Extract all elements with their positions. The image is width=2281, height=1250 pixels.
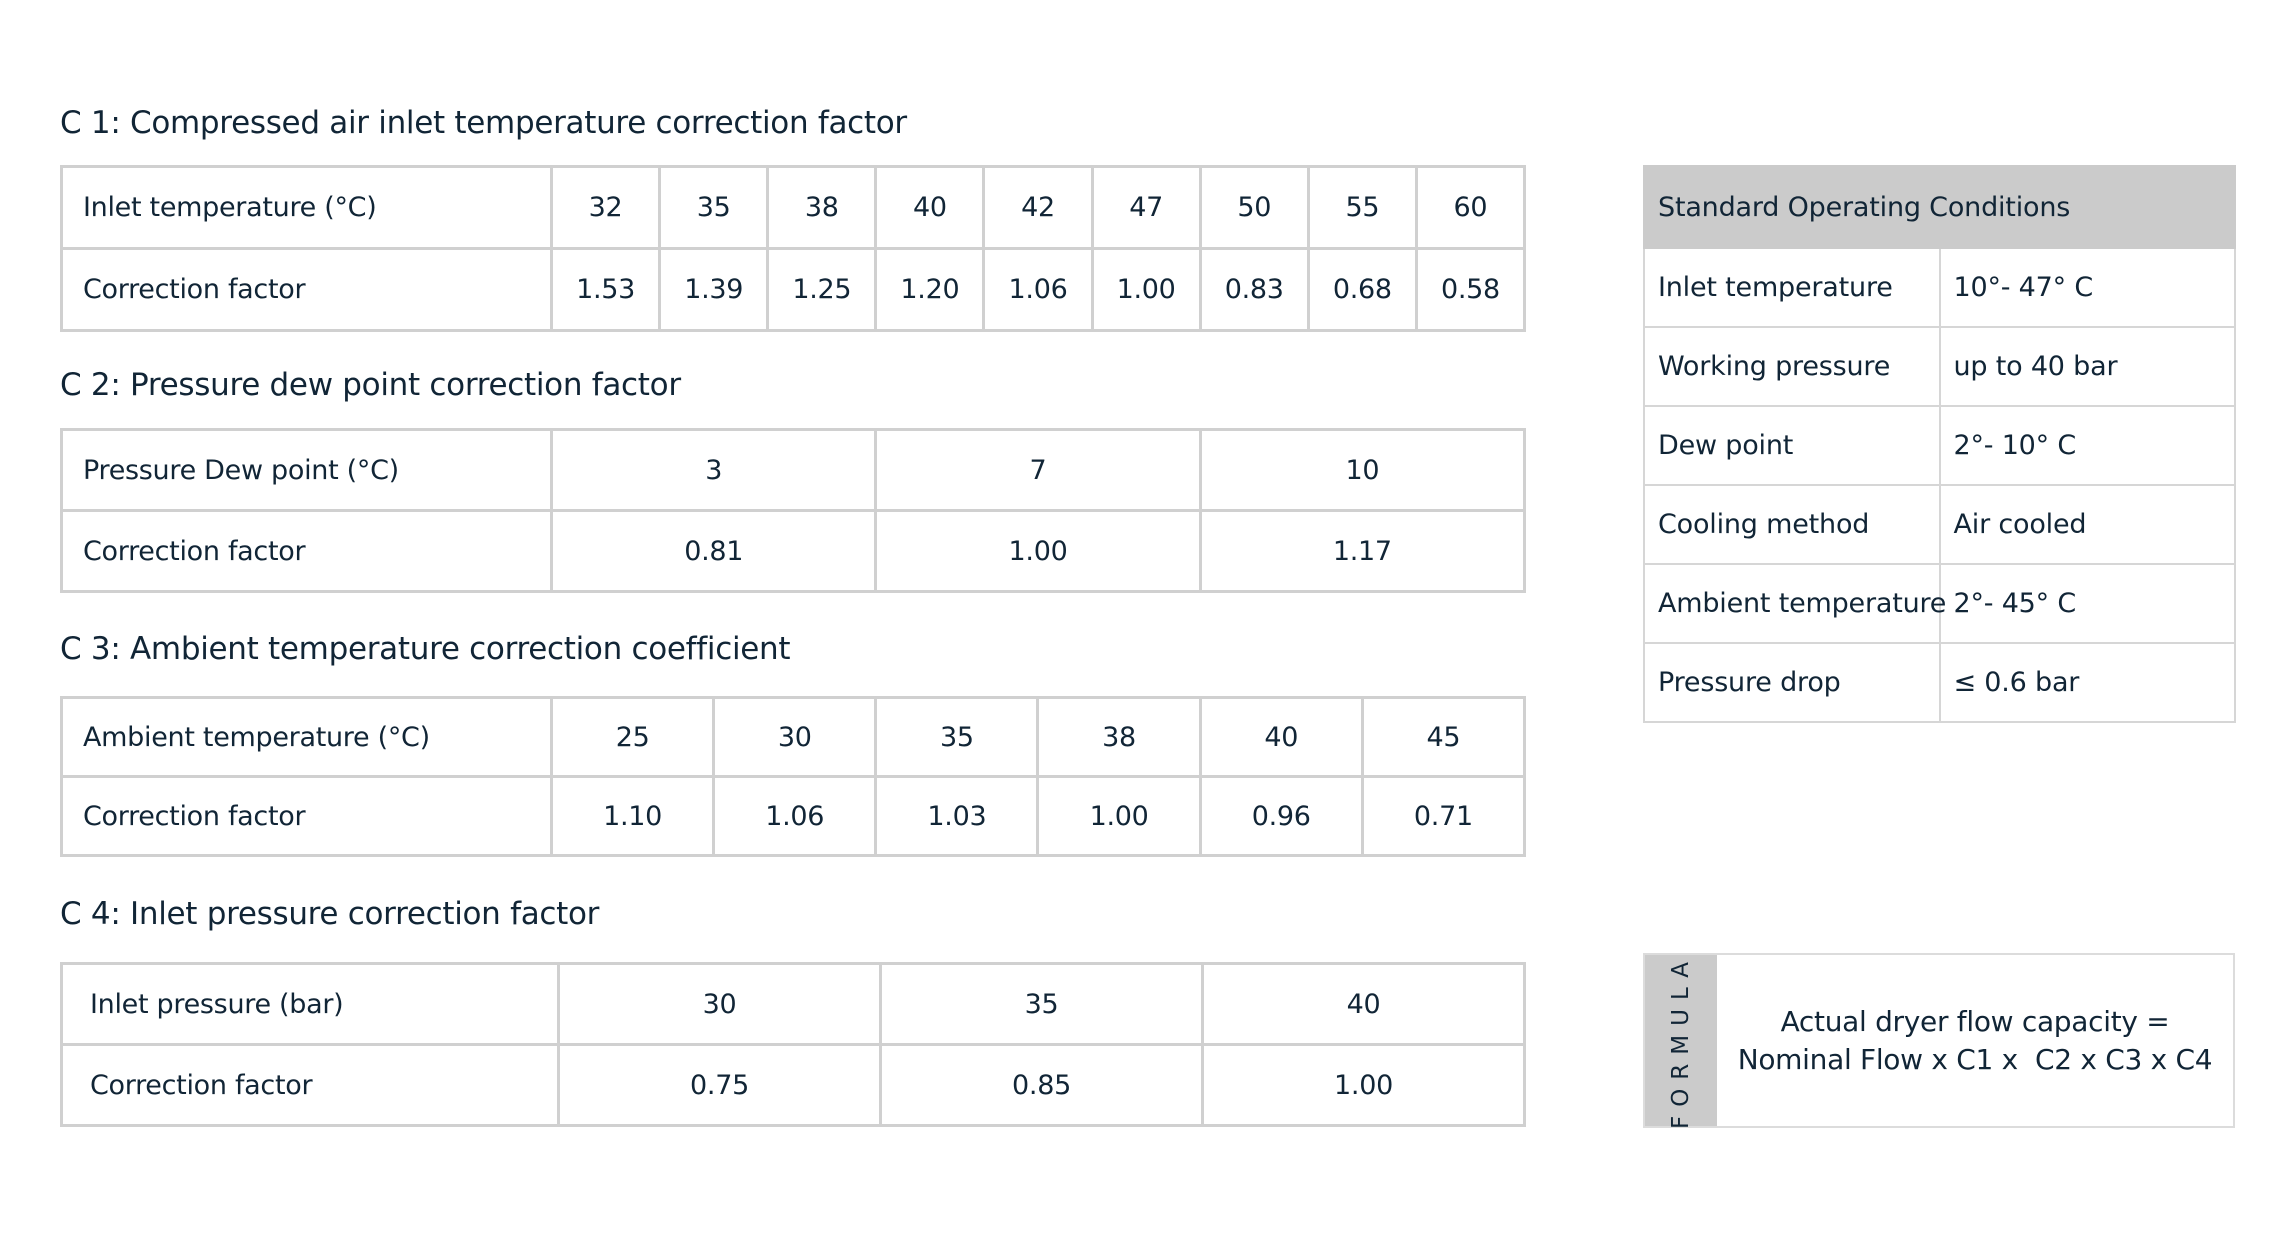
c2-dew-point-table (60, 428, 1526, 593)
table-cell: 35 (876, 698, 1038, 777)
table-cell: 42 (984, 167, 1092, 249)
condition-value: 2°- 10° C (1940, 406, 2236, 485)
table-cell: 40 (1203, 964, 1525, 1045)
row-label: Inlet temperature (°C) (62, 167, 552, 249)
c4-inlet-pressure-table (60, 962, 1526, 1127)
row-label: Pressure Dew point (°C) (62, 430, 552, 511)
c4-title: C 4: Inlet pressure correction factor (60, 896, 600, 932)
table-cell: 38 (1038, 698, 1200, 777)
table-cell: 47 (1092, 167, 1200, 249)
table-cell: 60 (1416, 167, 1524, 249)
table-cell: 0.75 (559, 1045, 881, 1126)
table-cell: 30 (559, 964, 881, 1045)
formula-line-1: Actual dryer flow capacity = (1780, 1004, 2170, 1038)
table-row (62, 698, 1525, 777)
condition-key: Inlet temperature (1644, 248, 1940, 327)
table-row (1644, 643, 2235, 722)
table-row (1644, 248, 2235, 327)
table-row (62, 430, 1525, 511)
table-cell: 40 (1200, 698, 1362, 777)
table-cell: 1.00 (1203, 1045, 1525, 1126)
condition-value: ≤ 0.6 bar (1940, 643, 2236, 722)
table-header-row (1644, 166, 2235, 248)
table-cell: 1.00 (876, 511, 1200, 592)
table-row (1644, 564, 2235, 643)
table-cell: 1.17 (1200, 511, 1524, 592)
table-row (62, 511, 1525, 592)
row-label: Correction factor (62, 511, 552, 592)
table-cell: 25 (552, 698, 714, 777)
row-label: Ambient temperature (°C) (62, 698, 552, 777)
table-cell: 7 (876, 430, 1200, 511)
formula-label-strip (1645, 952, 1717, 1129)
table-row (62, 249, 1525, 331)
condition-value: Air cooled (1940, 485, 2236, 564)
c1-title: C 1: Compressed air inlet temperature correction factor (60, 105, 907, 141)
condition-key: Dew point (1644, 406, 1940, 485)
table-cell: 1.25 (768, 249, 876, 331)
table-cell: 0.96 (1200, 777, 1362, 856)
formula-box (1643, 953, 2235, 1128)
table-cell: 1.00 (1038, 777, 1200, 856)
table-cell: 40 (876, 167, 984, 249)
formula-label: FORMULA (1668, 952, 1694, 1129)
table-row (1644, 485, 2235, 564)
table-cell: 50 (1200, 167, 1308, 249)
table-cell: 1.39 (660, 249, 768, 331)
table-cell: 0.58 (1416, 249, 1524, 331)
table-cell: 1.00 (1092, 249, 1200, 331)
table-cell: 10 (1200, 430, 1524, 511)
c2-title: C 2: Pressure dew point correction factor (60, 367, 681, 403)
table-cell: 45 (1362, 698, 1524, 777)
table-cell: 3 (552, 430, 876, 511)
table-row (62, 1045, 1525, 1126)
table-cell: 0.85 (881, 1045, 1203, 1126)
table-cell: 1.06 (984, 249, 1092, 331)
condition-value: up to 40 bar (1940, 327, 2236, 406)
formula-text (1717, 955, 2233, 1126)
condition-key: Pressure drop (1644, 643, 1940, 722)
condition-value: 2°- 45° C (1940, 564, 2236, 643)
table-cell: 55 (1308, 167, 1416, 249)
table-row (62, 777, 1525, 856)
c1-inlet-temperature-table (60, 165, 1526, 332)
c3-title: C 3: Ambient temperature correction coefficient (60, 631, 791, 667)
row-label: Correction factor (62, 1045, 559, 1126)
table-cell: 35 (660, 167, 768, 249)
table-row (1644, 327, 2235, 406)
table-row (1644, 406, 2235, 485)
table-row (62, 167, 1525, 249)
condition-key: Cooling method (1644, 485, 1940, 564)
table-cell: 30 (714, 698, 876, 777)
soc-title: Standard Operating Conditions (1644, 166, 2235, 248)
condition-key: Ambient temperature (1644, 564, 1940, 643)
standard-operating-conditions-table (1643, 165, 2236, 723)
formula-line-2: Nominal Flow x C1 x C2 x C3 x C4 (1737, 1042, 2213, 1076)
table-cell: 1.53 (552, 249, 660, 331)
table-cell: 38 (768, 167, 876, 249)
condition-value: 10°- 47° C (1940, 248, 2236, 327)
condition-key: Working pressure (1644, 327, 1940, 406)
table-cell: 1.10 (552, 777, 714, 856)
table-cell: 0.71 (1362, 777, 1524, 856)
table-cell: 0.81 (552, 511, 876, 592)
c3-ambient-temperature-table (60, 696, 1526, 857)
row-label: Correction factor (62, 249, 552, 331)
table-row (62, 964, 1525, 1045)
table-cell: 0.83 (1200, 249, 1308, 331)
table-cell: 0.68 (1308, 249, 1416, 331)
table-cell: 1.06 (714, 777, 876, 856)
table-cell: 1.20 (876, 249, 984, 331)
row-label: Correction factor (62, 777, 552, 856)
table-cell: 32 (552, 167, 660, 249)
table-cell: 35 (881, 964, 1203, 1045)
table-cell: 1.03 (876, 777, 1038, 856)
row-label: Inlet pressure (bar) (62, 964, 559, 1045)
